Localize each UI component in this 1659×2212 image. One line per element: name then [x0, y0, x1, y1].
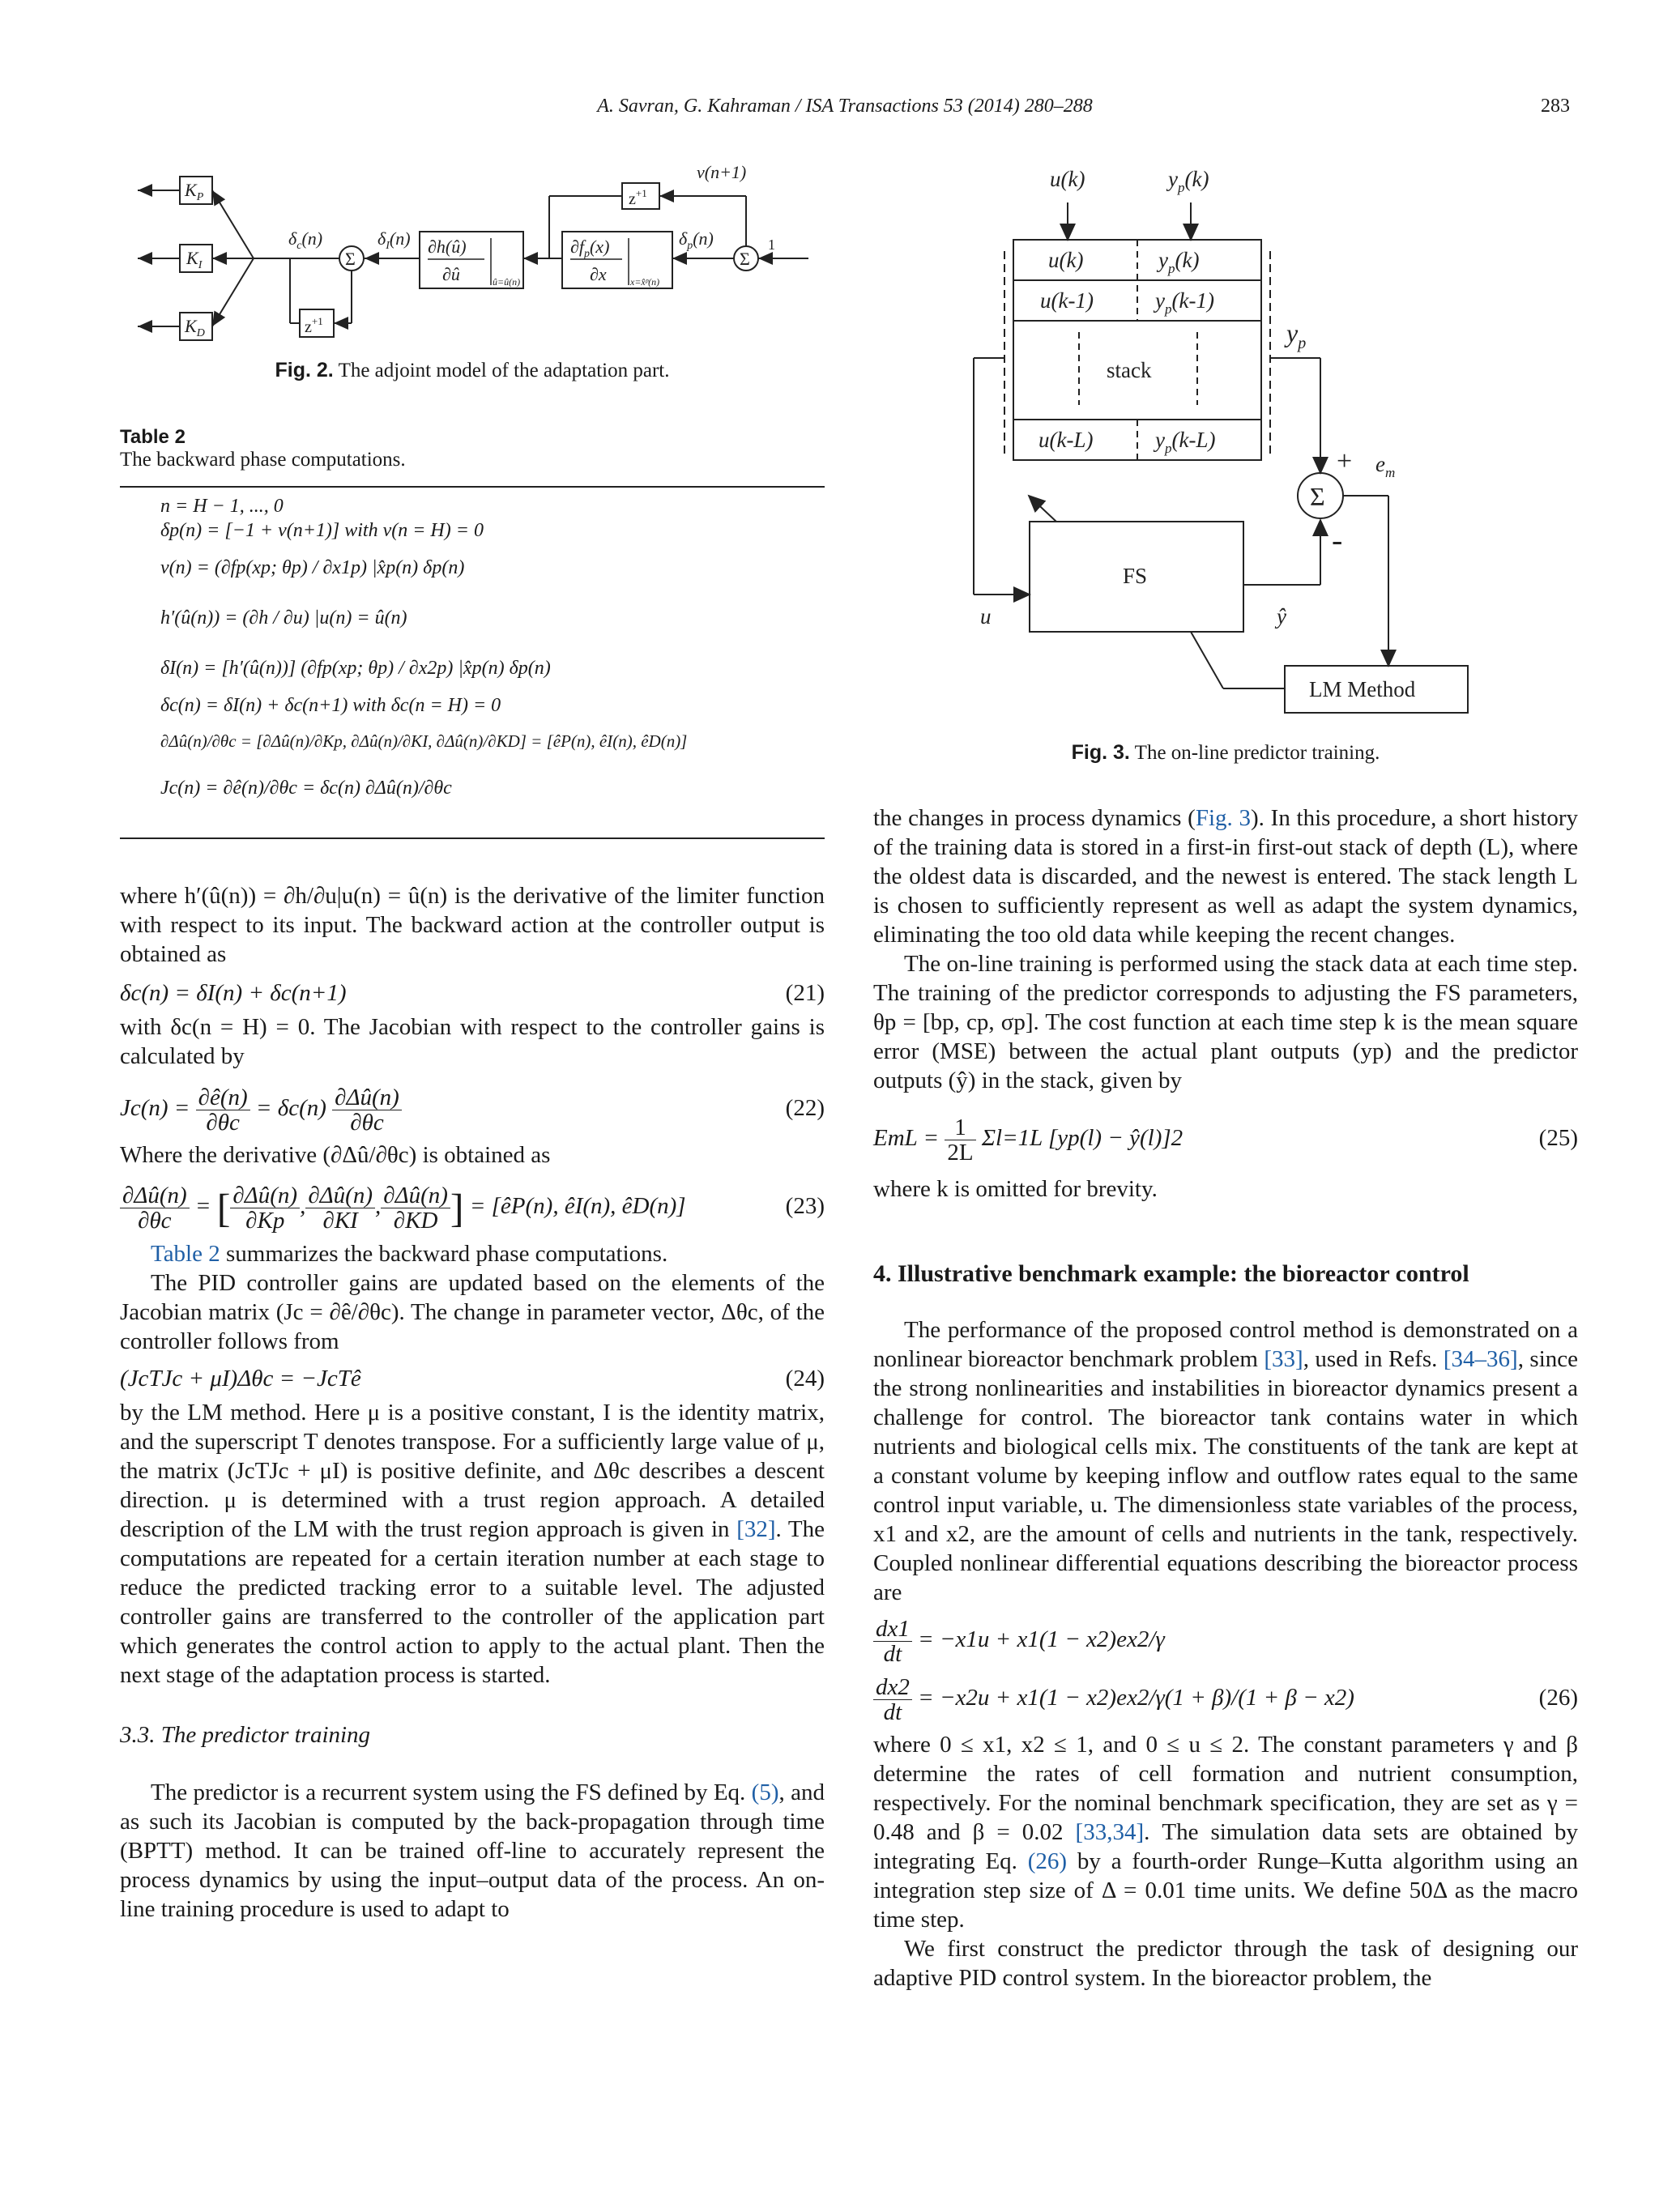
left-paragraph-6: by the LM method. Here μ is a positive constant, I is the identity matrix, and the superscript T denotes transpose. For a sufficiently large value of μ, the matrix (JcTJc + μI) is positive definite, and Δθc describes a descent direction. μ is determined with a trust region approach. A detailed description of the LM with the trust region approach is given in [32]. The computations are repeated for a certain iteration number at each stage to reduce the predicted tracking error to a suitable level. The adjusted controller gains are transferred to the controller of the application part which generates the control action to apply to the actual plant. Then the next stage of the adaptation process is started.: [120, 1400, 825, 1688]
journal-citation: A. Savran, G. Kahraman / ISA Transactions 53 (2014) 280–288: [597, 96, 1093, 117]
running-header: [120, 96, 1570, 128]
du-den: ∂û: [442, 264, 460, 284]
equation-26a: [873, 1610, 1578, 1669]
u-side-label: u: [980, 604, 992, 629]
eq23-c-num: ∂Δû(n): [381, 1183, 450, 1208]
eq22-lhs: Jc(n) =: [120, 1095, 190, 1121]
ref-33-34-link[interactable]: [33,34]: [1075, 1819, 1145, 1845]
equation-24: [120, 1359, 825, 1398]
eq26-link[interactable]: (26): [1027, 1848, 1068, 1874]
right-paragraph-6: We first construct the predictor through the task of designing our adaptive PID control system. In the bioreactor problem, the: [873, 1936, 1578, 1991]
delta-c-label: $\delta_c(n)$: [288, 228, 323, 252]
ref-34-36-link[interactable]: [34–36]: [1443, 1346, 1518, 1372]
dx-den: ∂x: [590, 264, 607, 284]
kd-label: $K_D$: [185, 316, 205, 339]
stack-label: stack: [1107, 358, 1152, 382]
right-paragraph-5: where 0 ≤ x1, x2 ≤ 1, and 0 ≤ u ≤ 2. The constant parameters γ and β determine the rates of cell formation and nutrient consumption, respectively. For the nominal benchmark specification, they are set as γ = 0.48 and β = 0.02 [33,34]. The simulation data sets are obtained by integrating Eq. (26) by a fourth-order Runge–Kutta algorithm using an integration step size of Δ = 0.01 time units. We define 50Δ as the macro time step.: [873, 1732, 1579, 1933]
kp-label: $K_P$: [185, 180, 204, 203]
ki-label: $K_I$: [186, 248, 203, 271]
right-column: [873, 154, 1578, 1993]
table2-row: δp(n) = [−1 + v(n+1)] with v(n = H) = 0: [160, 520, 484, 541]
left-paragraph-3: Where the derivative (∂Δû/∂θc) is obtained as: [120, 1142, 551, 1168]
table2-row: h′(û(n)) = (∂h / ∂u) |u(n) = û(n): [160, 607, 407, 629]
eq26a-den: dt: [883, 1640, 902, 1667]
fig3-caption-text: The on-line predictor training.: [1134, 742, 1380, 764]
fig3-link[interactable]: Fig. 3: [1195, 805, 1252, 831]
left-column: [120, 154, 825, 1924]
eq5-link[interactable]: (5): [751, 1779, 779, 1805]
eq25-number: (25): [1538, 1125, 1578, 1151]
one-label: 1: [768, 237, 775, 253]
eq26-number: (26): [1538, 1685, 1578, 1711]
eq22-f1-num: ∂ê(n): [196, 1085, 250, 1110]
eq22-f1-den: ∂θc: [206, 1109, 240, 1136]
delta-i-label: $\delta_I(n)$: [377, 228, 411, 252]
eq26b-den: dt: [883, 1698, 902, 1725]
yp-side-label: $y_p$: [1286, 318, 1307, 352]
eq21-body: δc(n) = δI(n) + δc(n+1): [120, 980, 347, 1006]
equation-23: $\frac{\partial\Delta û(n)}{\partial\theta c}$ = [ $\frac{\partial\Delta û(n)}{\partial Kp}$ , $\frac{\partial\Delta û(n)}{\partial KI}$ , $\frac{\partial\Delta û(n)}{\partial KD}$ ] = [êP(n), êI(n), êD(n)] (23): [120, 1173, 825, 1239]
eq23-lhs-den: ∂θc: [138, 1207, 172, 1234]
ypk-cell: $y_p(k)$: [1158, 248, 1200, 276]
z-left-label: $z^{+1}$: [305, 315, 323, 336]
sigma-left: Σ: [345, 249, 356, 269]
table2-row: ∂Δû(n)/∂θc = [∂Δû(n)/∂Kp, ∂Δû(n)/∂KI, ∂Δû(n)/∂KD] = [êP(n), êI(n), êD(n)]: [160, 731, 688, 751]
eq23-c-den: ∂KD: [393, 1207, 438, 1234]
eq22-f2-num: ∂Δû(n): [332, 1085, 402, 1110]
fig2-caption-label: Fig. 2.: [275, 359, 334, 381]
eq22-f2-den: ∂θc: [350, 1109, 384, 1136]
right-paragraph-3: where k is omitted for brevity.: [873, 1176, 1158, 1202]
z-top-label: $z^{+1}$: [629, 187, 647, 208]
lm-label: LM Method: [1309, 677, 1416, 701]
equation-21: [120, 974, 825, 1012]
sigma-right: Σ: [740, 249, 750, 269]
eq25-f-num: 1: [945, 1115, 975, 1140]
eq21-number: (21): [785, 980, 825, 1006]
left-paragraph-5: The PID controller gains are updated based on the elements of the Jacobian matrix (Jc = ∂ê/∂θc). The change in parameter vector, Δθc, of the controller follows from: [120, 1270, 825, 1354]
eq24-number: (24): [785, 1366, 825, 1392]
uk-cell: u(k): [1048, 248, 1084, 272]
uk1-cell: u(k-1): [1040, 288, 1094, 313]
delta-p-label: $\delta_p(n)$: [679, 228, 714, 252]
v-n1-label: v(n+1): [697, 162, 747, 182]
fig3-predictor-training-diagram: [873, 154, 1578, 737]
ref-32-link[interactable]: [32]: [736, 1516, 776, 1542]
yhat-label: ŷ: [1277, 604, 1286, 629]
eq26a-num: dx1: [873, 1617, 912, 1642]
plus-label: +: [1337, 446, 1353, 476]
table2-description: The backward phase computations.: [120, 449, 406, 471]
left-paragraph-4: Table 2 summarizes the backward phase computations.: [151, 1241, 668, 1267]
fig2-caption: [120, 359, 825, 382]
eq26b-num: dx2: [873, 1675, 912, 1700]
eq23-b-den: ∂KI: [322, 1207, 358, 1234]
fig3-caption: [873, 741, 1578, 765]
eq23-rhs: = [êP(n), êI(n), êD(n)]: [469, 1193, 686, 1219]
ypk1-cell: $y_p(k-1)$: [1155, 288, 1214, 317]
eq22-number: (22): [785, 1095, 825, 1121]
sigma-label: Σ: [1310, 482, 1325, 511]
table2-title: Table 2: [120, 426, 186, 448]
table2-row: n = H − 1, ..., 0: [160, 496, 284, 517]
equation-22: [120, 1076, 825, 1140]
left-paragraph-2: with δc(n = H) = 0. The Jacobian with respect to the controller gains is calculated by: [120, 1014, 825, 1069]
fig2-adjoint-diagram: [120, 154, 825, 348]
section-3-3-title: 3.3. The predictor training: [120, 1722, 371, 1748]
eq22-mid: = δc(n): [255, 1095, 326, 1121]
table2-row: Jc(n) = ∂ê(n)/∂θc = δc(n) ∂Δû(n)/∂θc: [160, 778, 452, 799]
fs-label: FS: [1123, 564, 1148, 588]
eq25-lhs: EmL =: [873, 1125, 940, 1151]
table2-row: δc(n) = δI(n) + δc(n+1) with δc(n = H) = 0: [160, 695, 501, 716]
fig2-caption-text: The adjoint model of the adaptation part.: [338, 360, 670, 381]
fig3-caption-label: Fig. 3.: [1071, 741, 1130, 764]
eq25-sum: Σl=1L [yp(l) − ŷ(l)]2: [981, 1125, 1183, 1151]
dh-sub: û=û(n): [493, 276, 521, 288]
eq26b-rhs: = −x2u + x1(1 − x2)ex2/γ(1 + β)/(1 + β − x2): [918, 1685, 1354, 1711]
eq23-lhs-num: ∂Δû(n): [120, 1183, 190, 1208]
table2-row: δI(n) = [h′(û(n))] (∂fp(xp; θp) / ∂x2p) |x̂p(n) δp(n): [160, 658, 551, 679]
em-label: $e_m$: [1375, 452, 1396, 480]
dh-num: ∂h(û): [428, 237, 467, 257]
eq23-b-num: ∂Δû(n): [305, 1183, 375, 1208]
right-paragraph-1: the changes in process dynamics (Fig. 3). In this procedure, a short history of the training data is stored in a first-in first-out stack of depth (L), where the oldest data is discarded, and the newest is entered. The stack length L is chosen to sufficiently represent as well as adapt the system dynamics, eliminating the too old data while keeping the recent changes.: [873, 805, 1578, 948]
eq23-a-num: ∂Δû(n): [230, 1183, 300, 1208]
ukL-cell: u(k-L): [1038, 428, 1094, 452]
right-paragraph-4: The performance of the proposed control method is demonstrated on a nonlinear bioreactor benchmark problem [33], used in Refs. [34–36], since the strong nonlinearities and instabilities in bioreactor dynamics present a challenge for control. The bioreactor tank contains water in which nutrients and biological cells mix. The constituents of the tank are kept at a constant volume by keeping inflow and outflow rates equal to the same control input variable, u. The dimensionless state variables of the process, x1 and x2, are the amount of cells and nutrients in the tank, respectively. Coupled nonlinear differential equations describing the bioreactor process are: [873, 1317, 1579, 1605]
table2-link[interactable]: Table 2: [151, 1241, 220, 1267]
section-4-title: 4. Illustrative benchmark example: the bioreactor control: [873, 1260, 1469, 1287]
ypk-top-label: $y_p(k)$: [1168, 167, 1209, 195]
dfp-sub: x=x̂ᵖ(n): [630, 276, 660, 288]
uk-top-label: u(k): [1050, 167, 1085, 191]
dfp-num: $\partial f_p(x)$: [570, 237, 610, 260]
ypkL-cell: $y_p(k-L)$: [1155, 428, 1216, 456]
table2-row: v(n) = (∂fp(xp; θp) / ∂x1p) |x̂p(n) δp(n): [160, 557, 465, 578]
table2-body: [120, 488, 825, 818]
eq24-body: (JcTJc + μI)Δθc = −JcTê: [120, 1366, 361, 1392]
eq23-number: (23): [785, 1193, 825, 1219]
eq23-a-den: ∂Kp: [245, 1207, 285, 1234]
ref-33-link[interactable]: [33]: [1264, 1346, 1303, 1372]
page-number: 283: [1541, 96, 1570, 117]
eq25-f-den: 2L: [947, 1139, 974, 1166]
eq26a-rhs: = −x1u + x1(1 − x2)ex2/γ: [918, 1626, 1165, 1652]
equation-25: [873, 1102, 1578, 1174]
minus-label: -: [1332, 522, 1343, 558]
left-paragraph-1: where h′(û(n)) = ∂h/∂u|u(n) = û(n) is the derivative of the limiter function with respect to its input. The backward action at the controller output is obtained as: [120, 883, 825, 967]
equation-26b: [873, 1669, 1578, 1727]
right-paragraph-2: The on-line training is performed using the stack data at each time step. The training of the predictor corresponds to adjusting the FS parameters, θp = [bp, cp, σp]. The cost function at each time step k is the mean square error (MSE) between the actual plant outputs (yp) and the predictor outputs (ŷ) in the stack, given by: [873, 951, 1578, 1093]
left-paragraph-7: The predictor is a recurrent system using the FS defined by Eq. (5), and as such its Jacobian is computed by the back-propagation through time (BPTT) method. It can be trained off-line to accurately represent the process dynamics by using the input–output data of the process. An on-line training procedure is used to adapt to: [120, 1779, 825, 1922]
table2: [120, 426, 825, 839]
